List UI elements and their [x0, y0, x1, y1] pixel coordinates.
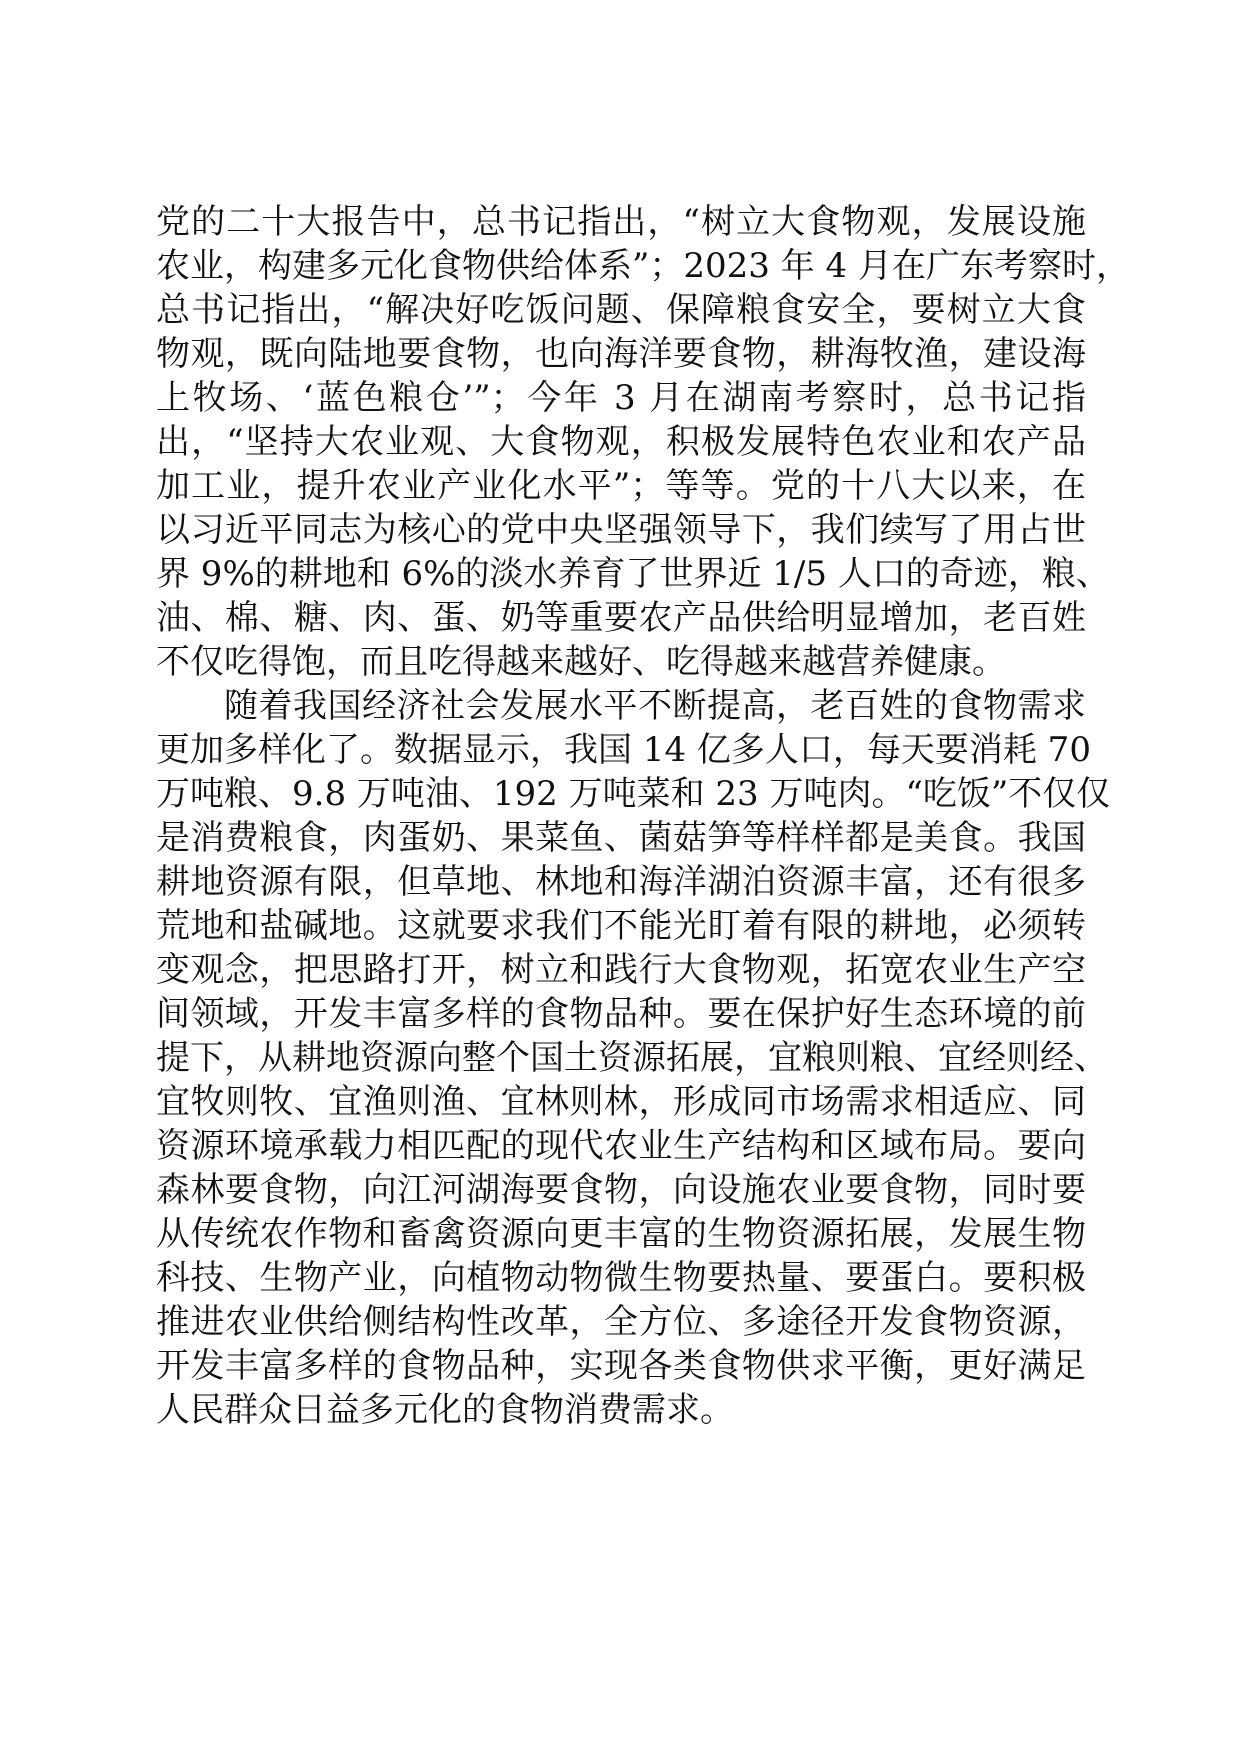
- text-line: 总书记指出，“解决好吃饭问题、保障粮食安全，要树立大食: [156, 290, 1086, 330]
- text-line: 党的二十大报告中，总书记指出，“树立大食物观，发展设施: [156, 202, 1086, 242]
- text-line: 从传统农作物和畜禽资源向更丰富的生物资源拓展，发展生物: [156, 1214, 1086, 1254]
- text-line: 推进农业供给侧结构性改革，全方位、多途径开发食物资源，: [156, 1302, 1086, 1342]
- text-line: 上牧场、‘蓝色粮仓’”；今年 3 月在湖南考察时，总书记指: [156, 378, 1086, 418]
- text-line: 万吨粮、9.8 万吨油、192 万吨菜和 23 万吨肉。“吃饭”不仅仅: [156, 774, 1111, 814]
- text-line: 人民群众日益多元化的食物消费需求。: [156, 1390, 734, 1430]
- text-line: 荒地和盐碱地。这就要求我们不能光盯着有限的耕地，必须转: [156, 906, 1086, 946]
- text-line: 变观念，把思路打开，树立和践行大食物观，拓宽农业生产空: [156, 950, 1086, 990]
- text-line: 是消费粮食，肉蛋奶、果菜鱼、菌菇笋等样样都是美食。我国: [156, 818, 1086, 858]
- paragraph-2: [156, 684, 1111, 1432]
- text-line: 界 9%的耕地和 6%的淡水养育了世界近 1/5 人口的奇迹，粮、: [156, 554, 1110, 594]
- text-line: 物观，既向陆地要食物，也向海洋要食物，耕海牧渔，建设海: [156, 334, 1086, 374]
- document-body: [156, 200, 1130, 1432]
- text-line: 油、棉、糖、肉、蛋、奶等重要农产品供给明显增加，老百姓: [156, 598, 1086, 638]
- text-line: 间领域，开发丰富多样的食物品种。要在保护好生态环境的前: [156, 994, 1086, 1034]
- text-line: 农业，构建多元化食物供给体系”；2023 年 4 月在广东考察时，: [156, 246, 1130, 286]
- text-line: 更加多样化了。数据显示，我国 14 亿多人口，每天要消耗 70: [156, 730, 1091, 770]
- text-line: 随着我国经济社会发展水平不断提高，老百姓的食物需求: [224, 686, 1086, 726]
- text-line: 以习近平同志为核心的党中央坚强领导下，我们续写了用占世: [156, 510, 1086, 550]
- paragraph-1: [156, 200, 1130, 684]
- text-line: 出，“坚持大农业观、大食物观，积极发展特色农业和农产品: [156, 422, 1086, 462]
- text-line: 加工业，提升农业产业化水平”；等等。党的十八大以来，在: [156, 466, 1086, 506]
- text-line: 提下，从耕地资源向整个国土资源拓展，宜粮则粮、宜经则经、: [156, 1038, 1108, 1078]
- text-line: 开发丰富多样的食物品种，实现各类食物供求平衡，更好满足: [156, 1346, 1086, 1386]
- text-line: 科技、生物产业，向植物动物微生物要热量、要蛋白。要积极: [156, 1258, 1086, 1298]
- text-line: 耕地资源有限，但草地、林地和海洋湖泊资源丰富，还有很多: [156, 862, 1086, 902]
- text-line: 宜牧则牧、宜渔则渔、宜林则林，形成同市场需求相适应、同: [156, 1082, 1086, 1122]
- text-line: 森林要食物，向江河湖海要食物，向设施农业要食物，同时要: [156, 1170, 1086, 1210]
- text-line: 资源环境承载力相匹配的现代农业生产结构和区域布局。要向: [156, 1126, 1086, 1166]
- text-line: 不仅吃得饱，而且吃得越来越好、吃得越来越营养健康。: [156, 642, 1006, 682]
